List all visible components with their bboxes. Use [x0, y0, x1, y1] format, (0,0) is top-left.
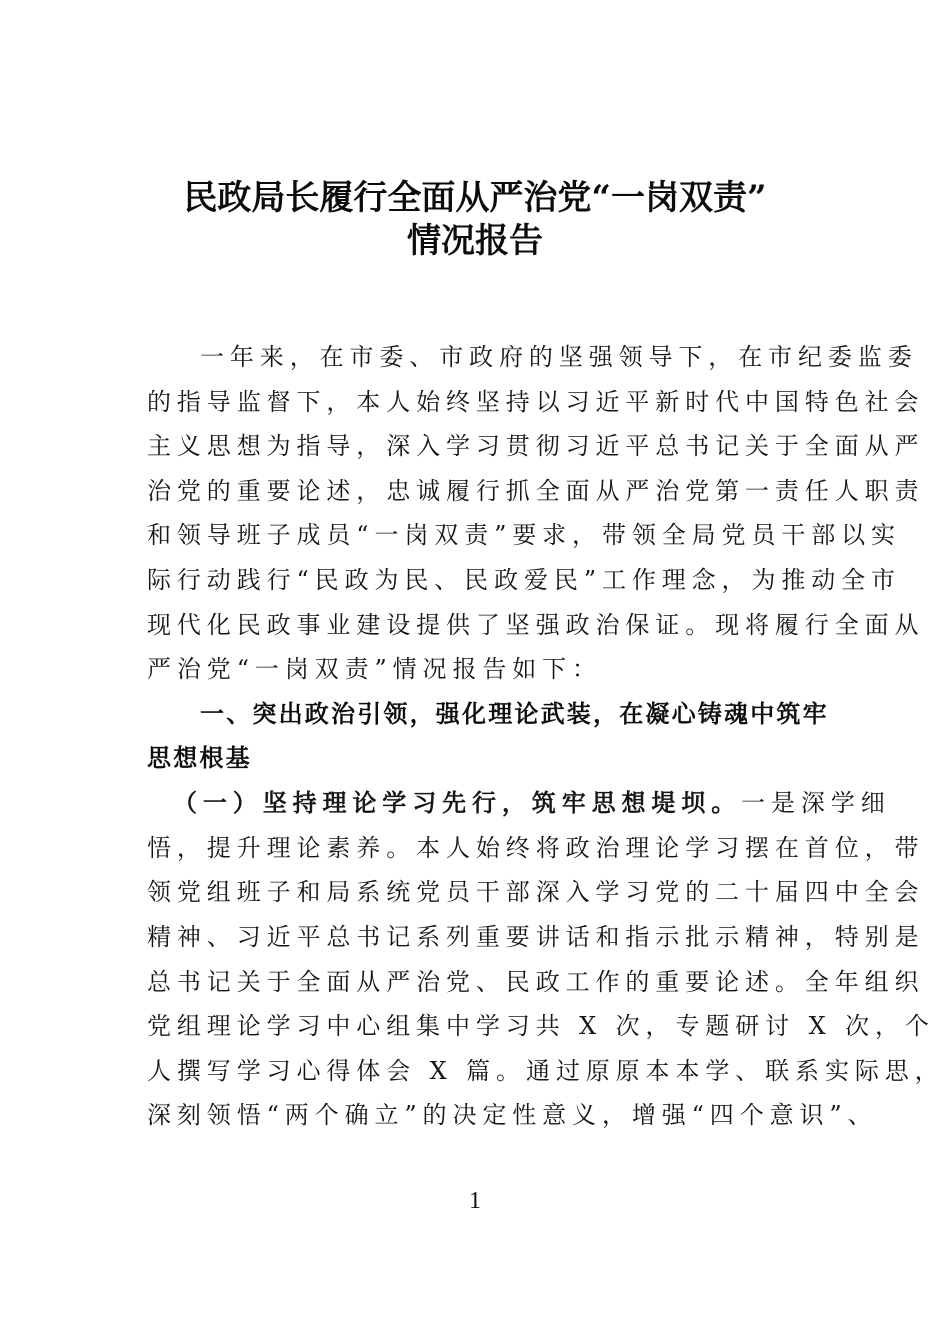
- subsection-line: 总书记关于全面从严治党、民政工作的重要论述。全年组织: [147, 968, 925, 996]
- subsection-line: 深刻领悟“两个确立”的决定性意义，增强“四个意识”、: [147, 1101, 878, 1129]
- intro-line: 严治党“一岗双责”情况报告如下：: [147, 655, 602, 683]
- document-title-line-1: 民政局长履行全面从严治党“一岗双责”: [183, 178, 767, 218]
- subsection-line: 党组理论学习中心组集中学习共 X 次，专题研讨 X 次，个: [147, 1012, 935, 1040]
- subsection-line: 人撰写学习心得体会 X 篇。通过原原本本学、联系实际思，: [147, 1057, 945, 1085]
- intro-line: 主义思想为指导，深入学习贯彻习近平总书记关于全面从严: [147, 432, 925, 460]
- subsection-line: 领党组班子和局系统党员干部深入学习党的二十届四中全会: [147, 878, 925, 906]
- intro-line: 和领导班子成员“一岗双责”要求，带领全局党员干部以实: [147, 521, 901, 549]
- intro-line: 治党的重要论述，忠诚履行抓全面从严治党第一责任人职责: [147, 477, 925, 505]
- subsection-text: 一是深学细: [741, 789, 891, 817]
- section-heading-line: 一、突出政治引领，强化理论武装，在凝心铸魂中筑牢: [200, 700, 829, 728]
- subsection-line: 悟，提升理论素养。本人始终将政治理论学习摆在首位，带: [147, 834, 925, 862]
- subsection-first-line: [173, 781, 891, 825]
- intro-line: 现代化民政事业建设提供了坚强政治保证。现将履行全面从: [147, 611, 925, 639]
- intro-line: 一年来，在市委、市政府的坚强领导下，在市纪委监委: [200, 343, 918, 371]
- subsection-line: 精神、习近平总书记系列重要讲话和指示批示精神，特别是: [147, 923, 925, 951]
- page-number: 1: [469, 1188, 481, 1214]
- intro-line: 的指导监督下，本人始终坚持以习近平新时代中国特色社会: [147, 388, 925, 416]
- subsection-heading: （一）坚持理论学习先行，筑牢思想堤坝。: [173, 788, 742, 817]
- intro-line: 际行动践行“民政为民、民政爱民”工作理念，为推动全市: [147, 566, 901, 594]
- document-title-line-2: 情况报告: [407, 221, 543, 261]
- section-heading-line: 思想根基: [147, 744, 252, 772]
